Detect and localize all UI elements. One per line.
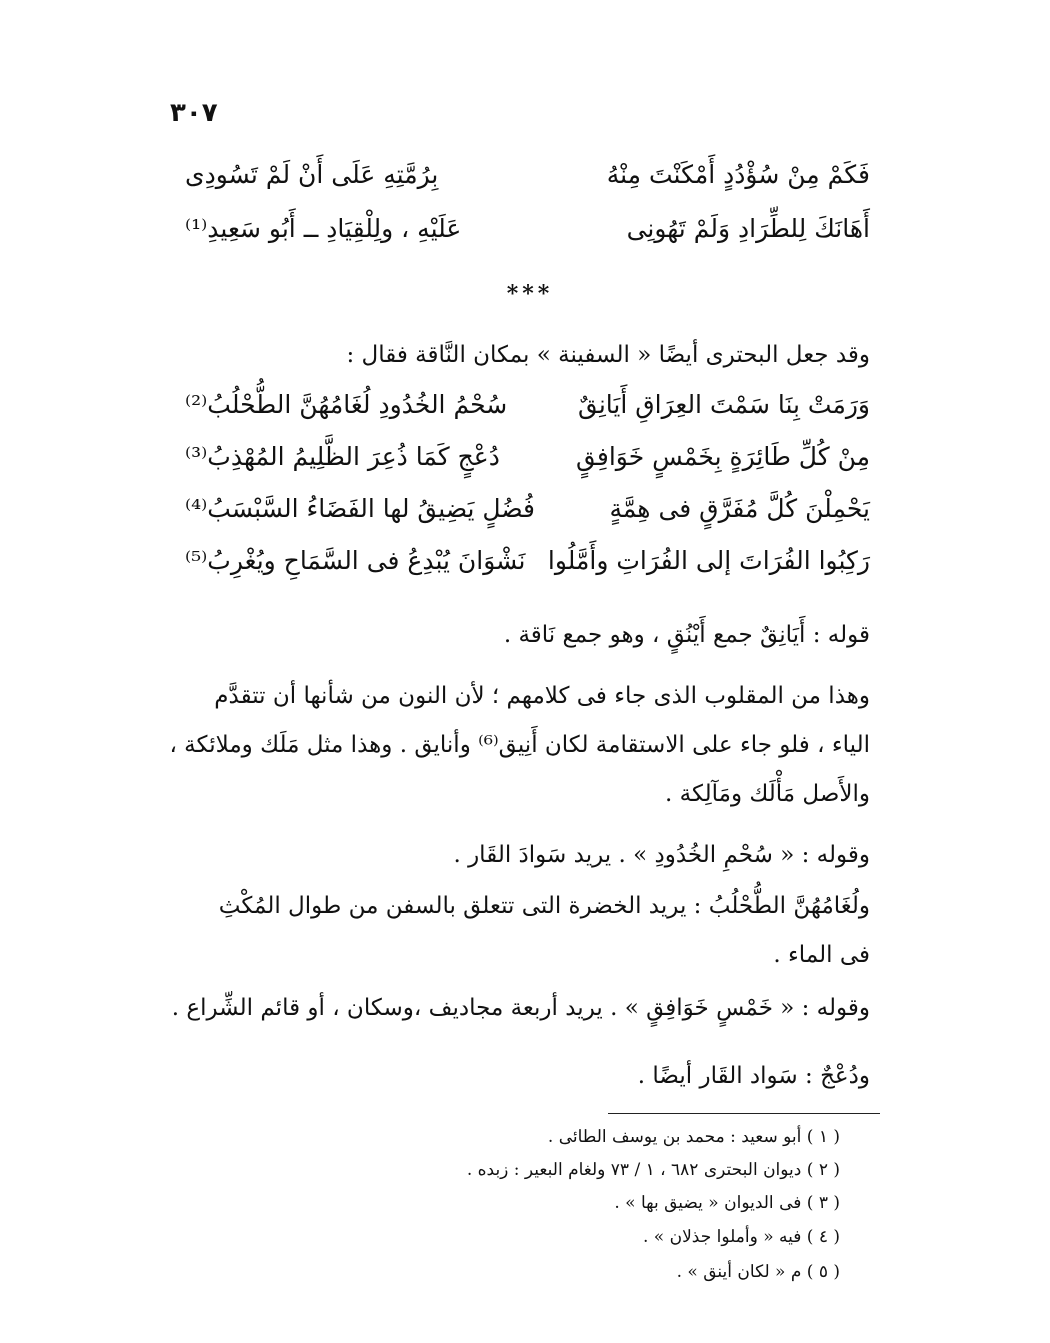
commentary-line: وقوله : « خَمْسٍ خَوَافِقٍ » . يريد أربعة مجاديف ،وسكان ، أو قائم الشِّراع .: [171, 995, 870, 1021]
verse-hemistich-first: أَهَانَكَ لِلطِّرَادِ وَلَمْ تَهُونِى: [626, 214, 870, 243]
footnote: ( ٤ ) فيه « وأملوا جذلان » .: [642, 1227, 840, 1247]
verse-hemistich-first: فَكَمْ مِنْ سُؤْدُدٍ أَمْكَنْتَ مِنْهُ: [606, 160, 870, 189]
verse-line: [185, 390, 870, 436]
commentary-line: وهذا من المقلوب الذى جاء فى كلامهم ؛ لأن النون من شأنها أن تتقدَّم: [214, 683, 870, 709]
intro-paragraph: وقد جعل البحترى أيضًا « السفينة » بمكان النَّاقة فقال :: [346, 342, 870, 368]
commentary-line: وقوله : « سُحْمِ الخُدُودِ » . يريد سَوادَ القَار .: [453, 842, 870, 868]
verse-line: [185, 214, 870, 260]
commentary-line: ودُعْجٌ : سَواد القَار أيضًا .: [637, 1063, 870, 1089]
verse-hemistich-second: سُحْمُ الخُدُودِ لُغَامُهُنَّ الطُّحْلُبُ⁽²⁾: [185, 390, 508, 419]
footnote: ( ٥ ) م « لكان أينق » .: [676, 1262, 840, 1282]
footnote: ( ٢ ) ديوان البحترى ٦٨٢ ، ١ / ٧٣ ولغام البعير : زبده .: [466, 1160, 840, 1180]
verse-hemistich-second: عَلَيْهِ ، ولِلْقِيَادِ ــ أَبُو سَعِيدِ⁽¹⁾: [185, 214, 462, 243]
footnote: ( ٣ ) فى الديوان « يضيق بها » .: [614, 1193, 840, 1213]
verse-line: [185, 546, 870, 592]
verse-hemistich-first: رَكِبُوا الفُرَاتَ إلى الفُرَاتِ وأَمَّلُوا: [547, 546, 870, 575]
verse-hemistich-first: يَحْمِلْنَ كُلَّ مُفَرَّقٍ فى هِمَّةٍ: [609, 494, 870, 523]
footnote: ( ١ ) أبو سعيد : محمد بن يوسف الطائى .: [547, 1127, 840, 1147]
verse-hemistich-first: وَرَمَتْ بِنَا سَمْتَ العِرَاقِ أَيَانِقٌ: [577, 390, 870, 419]
verse-line: [185, 442, 870, 488]
verse-hemistich-second: نَشْوَانَ يُبْدِعُ فى السَّمَاحِ ويُغْرِبُ⁽⁵⁾: [185, 546, 526, 575]
section-separator: ***: [506, 281, 554, 307]
commentary-line: ولُغَامُهُنَّ الطُّحْلُبُ : يريد الخضرة التى تتعلق بالسفن من طوال المُكْثِ: [218, 893, 870, 919]
verse-hemistich-first: مِنْ كُلِّ طَائِرَةٍ بِخَمْسٍ خَوَافِقٍ: [576, 442, 870, 471]
commentary-line: الياء ، فلو جاء على الاستقامة لكان أَنِيق⁽⁶⁾ وأنايق . وهذا مثل مَلَك وملائكة ،: [169, 732, 870, 758]
verse-hemistich-second: فُضُلٍ يَضِيقُ لها الفَضَاءُ السَّبْسَبُ⁽⁴⁾: [185, 494, 535, 523]
page-number: ٣٠٧: [170, 98, 218, 128]
footnote-divider: [608, 1113, 880, 1114]
commentary-line: قوله : أَيَانِقٌ جمع أَيْنُقٍ ، وهو جمع نَاقة .: [503, 622, 870, 648]
verse-hemistich-second: دُعْجٍ كَمَا ذُعِرَ الظَّلِيمُ المُهْذِبُ⁽³⁾: [185, 442, 500, 471]
commentary-line: فى الماء .: [773, 942, 870, 968]
verse-hemistich-second: بِرُمَّتِهِ عَلَى أَنْ لَمْ تَسُودِى: [185, 160, 439, 189]
commentary-line: والأَصل مَأْلَك ومَآلِكة .: [664, 781, 870, 807]
verse-line: [185, 160, 870, 206]
verse-line: [185, 494, 870, 540]
